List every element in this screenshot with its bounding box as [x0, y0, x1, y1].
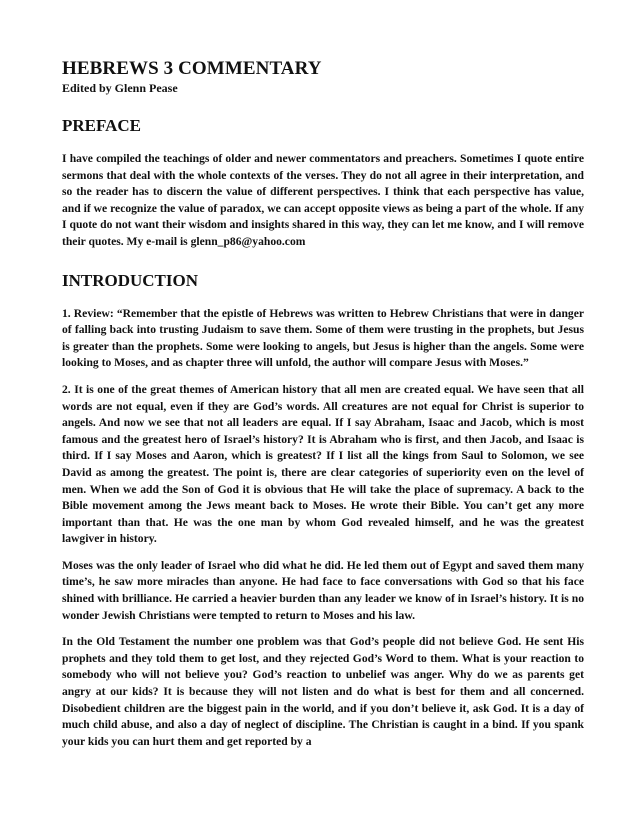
introduction-heading: INTRODUCTION [62, 270, 199, 290]
introduction-paragraph-review: 1. Review: “Remember that the epistle of Hebrews was written to Hebrew Christians that were in danger of falling back into trusting Judaism to save them. Some of them were trusting in the prophets, but Jesus is greater than the prophets. Some were looking to angels, but Jesus is higher than the angels. Some were looking to Moses, and as chapter three will unfold, the author will compare Jesus with Moses.” [62, 306, 584, 370]
introduction-paragraph-old-testament: In the Old Testament the number one problem was that God’s people did not believe God. He sent His prophets and they told them to get lost, and they rejected God’s Word to them. What is your reaction to somebody who will not believe you? God’s reaction to unbelief was anger. Why do we as parents get angry at our kids? It is because they will not listen and do what is best for them and all concerned. Disobedient children are the biggest pain in the world, and if you don’t believe it, ask God. It is a day of much child abuse, and also a day of neglect of discipline. The Christian is caught in a bind. If you spank your kids you can hurt them and get reported by a [62, 635, 584, 748]
preface-heading: PREFACE [62, 116, 142, 135]
preface-paragraph: I have compiled the teachings of older and newer commentators and preachers. Sometimes I quote entire sermons that deal with the whole contexts of the verses. They do not all agree in their interpretation, and so the reader has to discern the value of different perspectives. I think that each perspective has value, and if we recognize the value of paradox, we can accept opposite views as being a part of the whole. If any I quote do not want their wisdom and insights shared in this way, they can let me know, and I will remove their quotes. My e-mail is glenn_p86@yahoo.com [62, 152, 584, 248]
introduction-paragraph-moses: Moses was the only leader of Israel who did what he did. He led them out of Egypt and saved them many time’s, he saw more miracles than anyone. He had face to face conversations with God so that his face shined with brilliance. He carried a heavier burden than any leader we know of in Israel’s history. It is no wonder Jewish Christians were tempted to return to Moses and his law. [62, 558, 584, 622]
document-page [62, 58, 584, 750]
introduction-paragraph-equality: 2. It is one of the great themes of American history that all men are created equal. We have seen that all words are not equal, even if they are God’s words. All creatures are not equal for Christ is superior to angels. And now we see that not all leaders are equal. If I say Abraham, Isaac and Jacob, which is most famous and the greatest hero of Israel’s history? It is Abraham who is first, and then Jacob, and Isaac is third. If I say Moses and Aaron, which is greatest? If I list all the kings from Saul to Solomon, we see David as among the greatest. The point is, there are clear categories of superiority even on the level of men. When we add the Son of God it is obvious that He will take the place of supremacy. A back to the Bible movement among the Jews meant back to Moses. He wrote their Bible. You can’t get any more important than that. He was the one man by whom God revealed himself, and he was the greatest lawgiver in history. [62, 382, 584, 546]
document-subtitle: Edited by Glenn Pease [62, 81, 178, 95]
document-title: HEBREWS 3 COMMENTARY [62, 58, 322, 79]
